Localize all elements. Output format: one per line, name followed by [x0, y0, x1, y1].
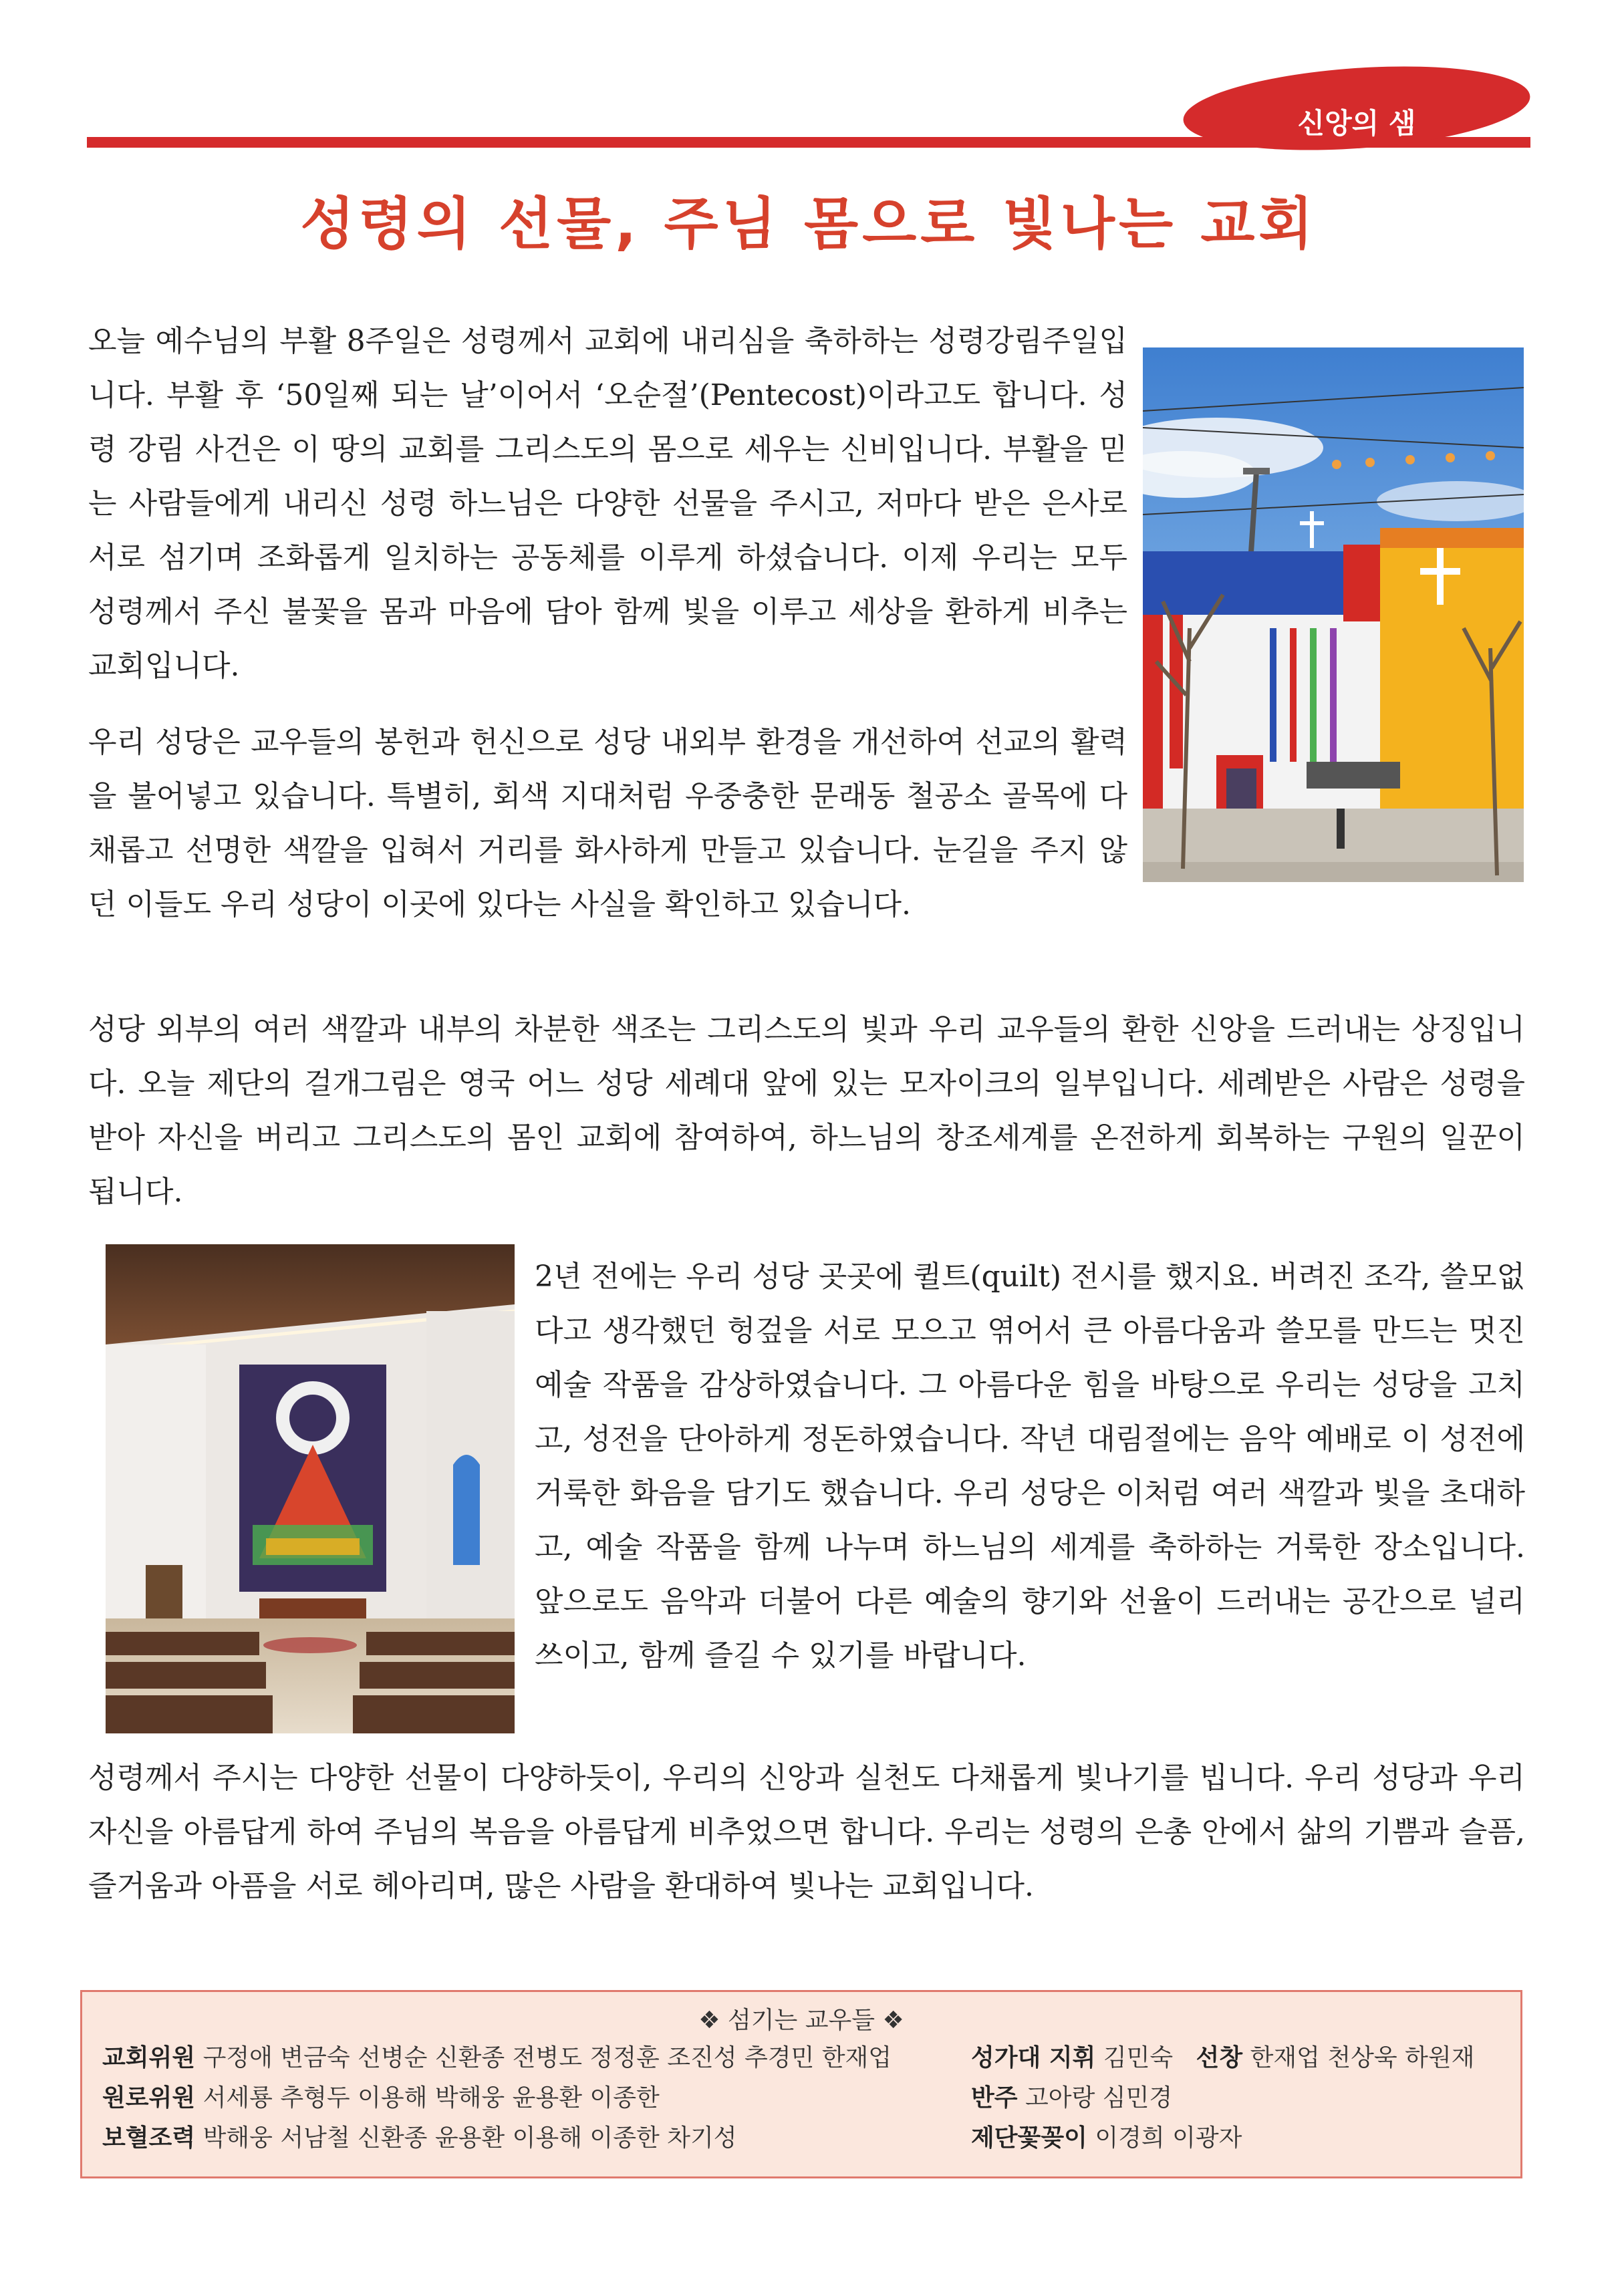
- servers-heading: [82, 2001, 1520, 2035]
- role-names: 한재업 천상욱 하원재: [1250, 2044, 1475, 2072]
- role-label: 성가대 지휘: [971, 2044, 1096, 2072]
- paragraph-1: 오늘 예수님의 부활 8주일은 성령께서 교회에 내리심을 축하하는 성령강림주일입니다. 부활 후 ‘50일째 되는 날’이어서 ‘오순절’(Pentecost)이라고도 합니다. 성령 강림 사건은 이 땅의 교회를 그리스도의 몸으로 세우는 신비입니다. 부활을 믿는 사람들에게 내리신 성령 하느님은 다양한 선물을 주시고, 저마다 받은 은사로 서로 섬기며 조화롭게 일치하는 공동체를 이루게 하셨습니다. 이제 우리는 모두 성령께서 주신 불꽃을 몸과 마음에 담아 함께 빛을 이루고 세상을 환하게 비추는 교회입니다.: [88, 324, 1127, 683]
- paragraph-2: 우리 성당은 교우들의 봉헌과 헌신으로 성당 내외부 환경을 개선하여 선교의 활력을 불어넣고 있습니다. 특별히, 회색 지대처럼 우중충한 문래동 철공소 골목에 다채롭고 선명한 색깔을 입혀서 거리를 화사하게 만들고 있습니다. 눈길을 주지 않던 이들도 우리 성당이 이곳에 있다는 사실을 확인하고 있습니다.: [88, 725, 1127, 921]
- servers-row: [102, 2119, 737, 2153]
- role-names: 고아랑 심민경: [1025, 2084, 1173, 2112]
- servers-row: [102, 2039, 892, 2073]
- role-names: 서세룡 추형두 이용해 박해웅 윤용환 이종한: [202, 2084, 660, 2112]
- servers-box: [80, 1990, 1522, 2178]
- paragraph-5: 성령께서 주시는 다양한 선물이 다양하듯이, 우리의 신앙과 실천도 다채롭게 빛나기를 빕니다. 우리 성당과 우리 자신을 아름답게 하여 주님의 복음을 아름답게 비추었으면 합니다. 우리는 성령의 은총 안에서 삶의 기쁨과 슬픔, 즐거움과 아픔을 서로 헤아리며, 많은 사람을 환대하여 빛나는 교회입니다.: [88, 1761, 1525, 1903]
- servers-row: [971, 2039, 1474, 2073]
- diamond-icon: ❖: [698, 2007, 720, 2034]
- page-title: 성령의 선물, 주님 몸으로 빛나는 교회: [300, 191, 1317, 257]
- diamond-icon: ❖: [882, 2007, 904, 2034]
- section-tag: 신앙의 샘: [1297, 107, 1416, 140]
- paragraph-3: 성당 외부의 여러 색깔과 내부의 차분한 색조는 그리스도의 빛과 우리 교우들의 환한 신앙을 드러내는 상징입니다. 오늘 제단의 걸개그림은 영국 어느 성당 세례대 앞에 있는 모자이크의 일부입니다. 세례받은 사람은 성령을 받아 자신을 버리고 그리스도의 몸인 교회에 참여하여, 하느님의 창조세계를 온전하게 회복하는 구원의 일꾼이 됩니다.: [88, 1012, 1525, 1209]
- role-names: 이경희 이광자: [1095, 2124, 1242, 2152]
- servers-row: [971, 2079, 1172, 2113]
- role-label: 반주: [971, 2084, 1018, 2112]
- paragraph-4: 2년 전에는 우리 성당 곳곳에 퀼트(quilt) 전시를 했지요. 버려진 조각, 쓸모없다고 생각했던 헝겊을 서로 모으고 엮어서 큰 아름다움과 쓸모를 만드는 멋진 예술 작품을 감상하였습니다. 그 아름다운 힘을 바탕으로 우리는 성당을 고치고, 성전을 단아하게 정돈하였습니다. 작년 대림절에는 음악 예배로 이 성전에 거룩한 화음을 담기도 했습니다. 우리 성당은 이처럼 여러 색깔과 빛을 초대하고, 예술 작품을 함께 나누며 하느님의 세계를 축하하는 거룩한 장소입니다. 앞으로도 음악과 더불어 다른 예술의 향기와 선율이 드러내는 공간으로 널리 쓰이고, 함께 즐길 수 있기를 바랍니다.: [535, 1260, 1525, 1673]
- role-label: 선창: [1196, 2044, 1243, 2072]
- role-label: 원로위원: [102, 2084, 196, 2112]
- role-names: 박해웅 서남철 신환종 윤용환 이용해 이종한 차기성: [202, 2124, 737, 2152]
- role-label: 교회위원: [102, 2044, 196, 2072]
- servers-row: [102, 2079, 660, 2113]
- role-names: 김민숙: [1103, 2044, 1174, 2072]
- role-label: 보혈조력: [102, 2124, 196, 2152]
- role-label: 제단꽃꽂이: [971, 2124, 1087, 2152]
- sanctuary-photo: [106, 1244, 515, 1733]
- church-exterior-photo: [1143, 347, 1524, 882]
- servers-row: [971, 2119, 1242, 2153]
- servers-heading-text: 섬기는 교우들: [727, 2007, 875, 2034]
- role-names: 구정애 변금숙 선병순 신환종 전병도 정정훈 조진성 추경민 한재업: [202, 2044, 892, 2072]
